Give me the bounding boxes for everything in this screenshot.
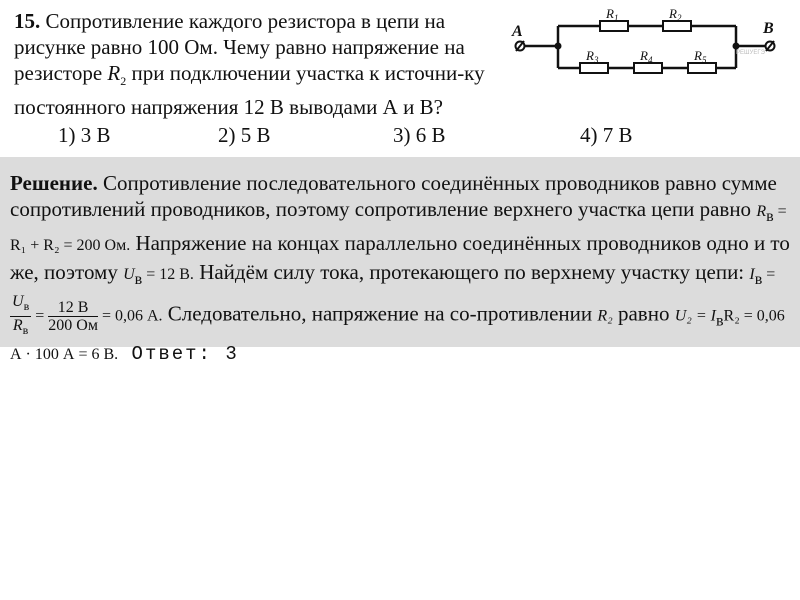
terminal-a-label: A [512,23,523,40]
formula-i-eq1: = [762,266,776,284]
formula-u2-rest: R₂ = 0,06 А · 100 А = 6 В. [10,307,785,363]
r2-sub-label: 2 [676,13,682,23]
solution-text-4: Следовательно, напряжение на со-противлении [162,301,598,326]
svg-text:R2 [668,6,682,23]
formula-rb-symbol: R [756,203,767,220]
circuit-diagram [508,6,788,88]
formula-ub-symbol: U [123,266,135,284]
svg-text:R1 [605,6,618,23]
formula-i-sub: в [754,271,763,289]
formula-rb-sub: в [766,208,774,226]
formula-u2-sub: в [715,313,724,331]
r2-letter: R [107,61,121,85]
frac-200ohm: 200 Ом [48,316,98,334]
formula-i-eq2: = [31,307,49,325]
r5-label: R [694,48,702,63]
formula-ub: = 12 В. [142,266,194,284]
problem-text [14,8,504,120]
r5-sub: 5 [701,55,707,65]
solution-text-1: Сопротивление последовательного соединённых проводников равно сумме сопротивлений проводников, поэтому сопротивление верхнего участка цепи равно [10,171,777,221]
formula-rb: = R₁ + R₂ = 200 Ом. [10,203,787,255]
watermark-text: РЕШУЕГЭ [736,50,765,56]
r2-label: R [669,6,677,21]
svg-text:R3 [585,48,599,65]
junction-left [555,43,562,50]
r4-sub: 4 [647,55,653,65]
terminal-b-label: B [763,20,774,37]
solution-text-3: Найдём силу тока, протекающего по верхнему участку цепи: [193,260,750,285]
frac-num-sub: в [23,299,30,314]
junction-right [733,43,740,50]
answer-option-4: 4) 7 В [580,123,633,147]
frac-den-r: R [12,316,23,334]
frac-den-sub: в [22,322,29,337]
answer-option-1: 1) 3 В [58,123,111,147]
problem-number: 15. [14,9,41,33]
fraction-12-200 [48,299,98,334]
formula-ub-sub: в [134,271,143,289]
r3-label: R [586,48,594,63]
r1-sub: 1 [613,13,619,23]
fraction-ub-rb [10,293,31,338]
answer-option-2: 2) 5 В [218,123,271,147]
svg-text:R5 [693,48,707,65]
r2-sub: 2 [120,74,127,89]
final-answer: Ответ: 3 [118,342,239,365]
r3-sub: 3 [593,55,599,65]
formula-r2: R₂ [597,307,613,325]
svg-text:R4 [639,48,653,65]
formula-i-symbol: I [749,266,755,284]
solution-heading: Решение. [10,171,98,195]
formula-u2: U₂ = I [674,307,716,325]
problem-text-part1: Сопротивление каждого резистора в цепи на рисунке равно 100 Ом. Чему равно напряжение на резисторе [14,9,465,85]
frac-num-u: U [12,293,24,311]
solution-text-2: Напряжение на концах параллельно соединённых проводников одно и то же, поэтому [10,231,790,285]
problem-text-part2: при подключении участка к источни-ку постоянного напряжения 12 В выводами А и В? [14,61,485,120]
r4-label: R [640,48,648,63]
solution-text [10,170,796,368]
solution-text-5: равно [612,301,675,326]
answer-option-3: 3) 6 В [393,123,446,147]
formula-i-result: = 0,06 А. [97,307,163,325]
frac-12v: 12 В [48,299,98,317]
r1-label: R [606,6,614,21]
